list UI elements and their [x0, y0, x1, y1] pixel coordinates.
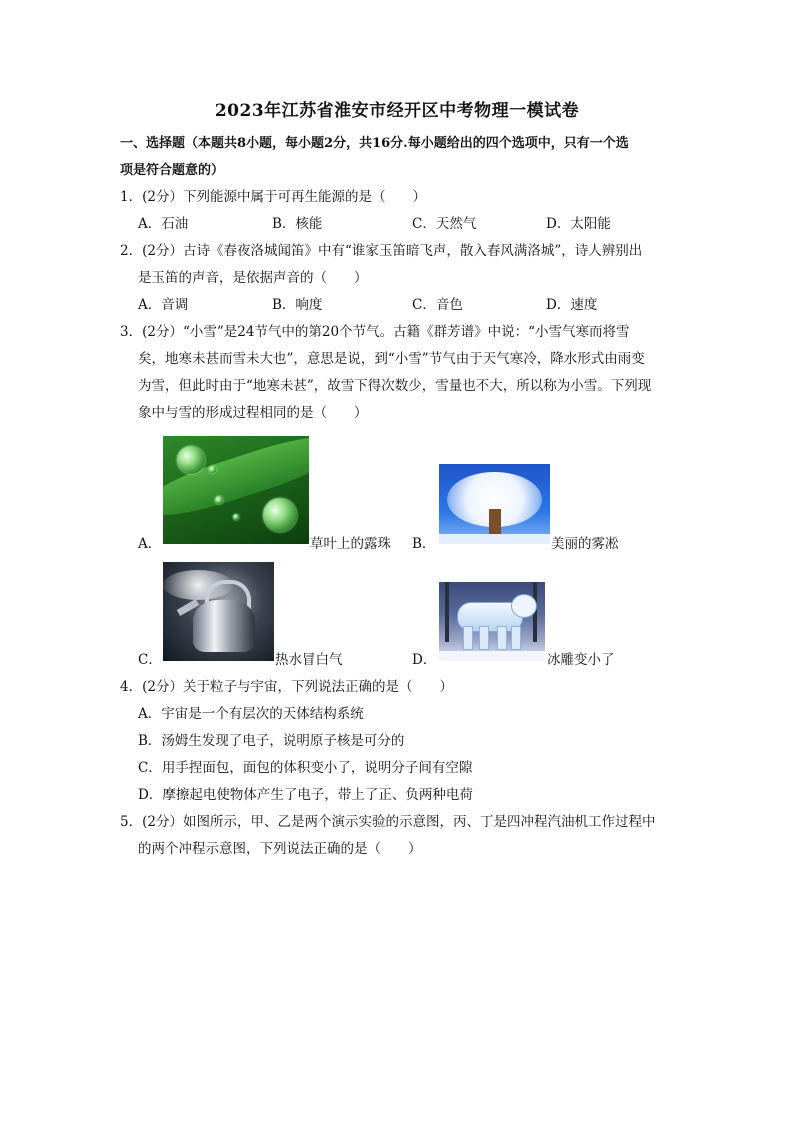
question-2-line2: 是玉笛的声音，是依据声音的（ ）: [138, 270, 368, 286]
steaming-kettle-photo: [163, 562, 274, 661]
exam-title: 2023年江苏省淮安市经开区中考物理一模试卷: [214, 101, 580, 121]
question-3-option-b-letter: B．: [412, 536, 436, 552]
section-heading-line2: 项是符合题意的）: [120, 163, 225, 178]
question-4-option-b: B．汤姆生发现了电子，说明原子核是可分的: [138, 733, 405, 749]
question-1-option-d: D．太阳能: [546, 216, 611, 232]
question-3-line4: 象中与雪的形成过程相同的是（ ）: [138, 405, 368, 421]
question-2-option-b: B．响度: [272, 297, 323, 313]
question-3-option-b-caption: 美丽的雾凇: [551, 536, 619, 552]
question-5-line2: 的两个冲程示意图，下列说法正确的是（ ）: [138, 841, 422, 857]
question-2-option-a: A．音调: [138, 297, 189, 313]
question-3-option-a-letter: A．: [138, 536, 162, 552]
question-1-option-b: B．核能: [272, 216, 323, 232]
question-1-options: [138, 211, 678, 238]
question-2-option-d: D．速度: [546, 297, 598, 313]
question-3-option-c-letter: C．: [138, 652, 162, 668]
rime-frost-tree-photo: [439, 464, 550, 544]
question-2-option-c: C．音色: [412, 297, 463, 313]
question-1-stem: 1．(2分）下列能源中属于可再生能源的是（ ）: [120, 189, 426, 205]
question-1-option-a: A．石油: [138, 216, 189, 232]
question-4-stem: 4．(2分）关于粒子与宇宙，下列说法正确的是（ ）: [120, 679, 453, 695]
ice-sculpture-tiger-photo: [439, 582, 545, 661]
question-3-line2: 矣，地寒未甚而雪未大也”，意思是说，到“小雪”节气由于天气寒冷，降水形式由雨变: [138, 351, 645, 367]
section-heading-line1: 一、选择题（本题共8小题，每小题2分，共16分.每小题给出的四个选项中，只有一个选: [120, 136, 629, 151]
question-3-option-c-caption: 热水冒白气: [275, 652, 343, 668]
question-2-options: [138, 292, 678, 319]
section-heading: [120, 130, 680, 184]
question-3-line3: 为雪，但此时由于“地寒未甚”，故雪下得次数少，雪量也不大，所以称为小雪。下列现: [138, 378, 652, 394]
dew-drops-on-grass-photo: [163, 436, 309, 544]
question-4-option-c: C．用手捏面包，面包的体积变小了，说明分子间有空隙: [138, 760, 473, 776]
question-3-line1: 3．(2分）“小雪”是24节气中的第20个节气。古籍《群芳谱》中说：“小雪气寒而将雪: [120, 324, 630, 340]
question-5-line1: 5．(2分）如图所示，甲、乙是两个演示实验的示意图，丙、丁是四冲程汽油机工作过程中: [120, 814, 656, 830]
question-3-option-a-caption: 草叶上的露珠: [310, 536, 391, 552]
question-2-line1: 2．(2分）古诗《春夜洛城闻笛》中有“谁家玉笛暗飞声，散入春风满洛城”，诗人辨别出: [120, 243, 643, 259]
question-1-option-c: C．天然气: [412, 216, 477, 232]
question-3-option-d-letter: D．: [412, 652, 437, 668]
question-4-option-d: D．摩擦起电使物体产生了电子，带上了正、负两种电荷: [138, 787, 473, 803]
question-4-option-a: A．宇宙是一个有层次的天体结构系统: [138, 706, 364, 722]
question-3-option-d-caption: 冰雕变小了: [547, 652, 615, 668]
